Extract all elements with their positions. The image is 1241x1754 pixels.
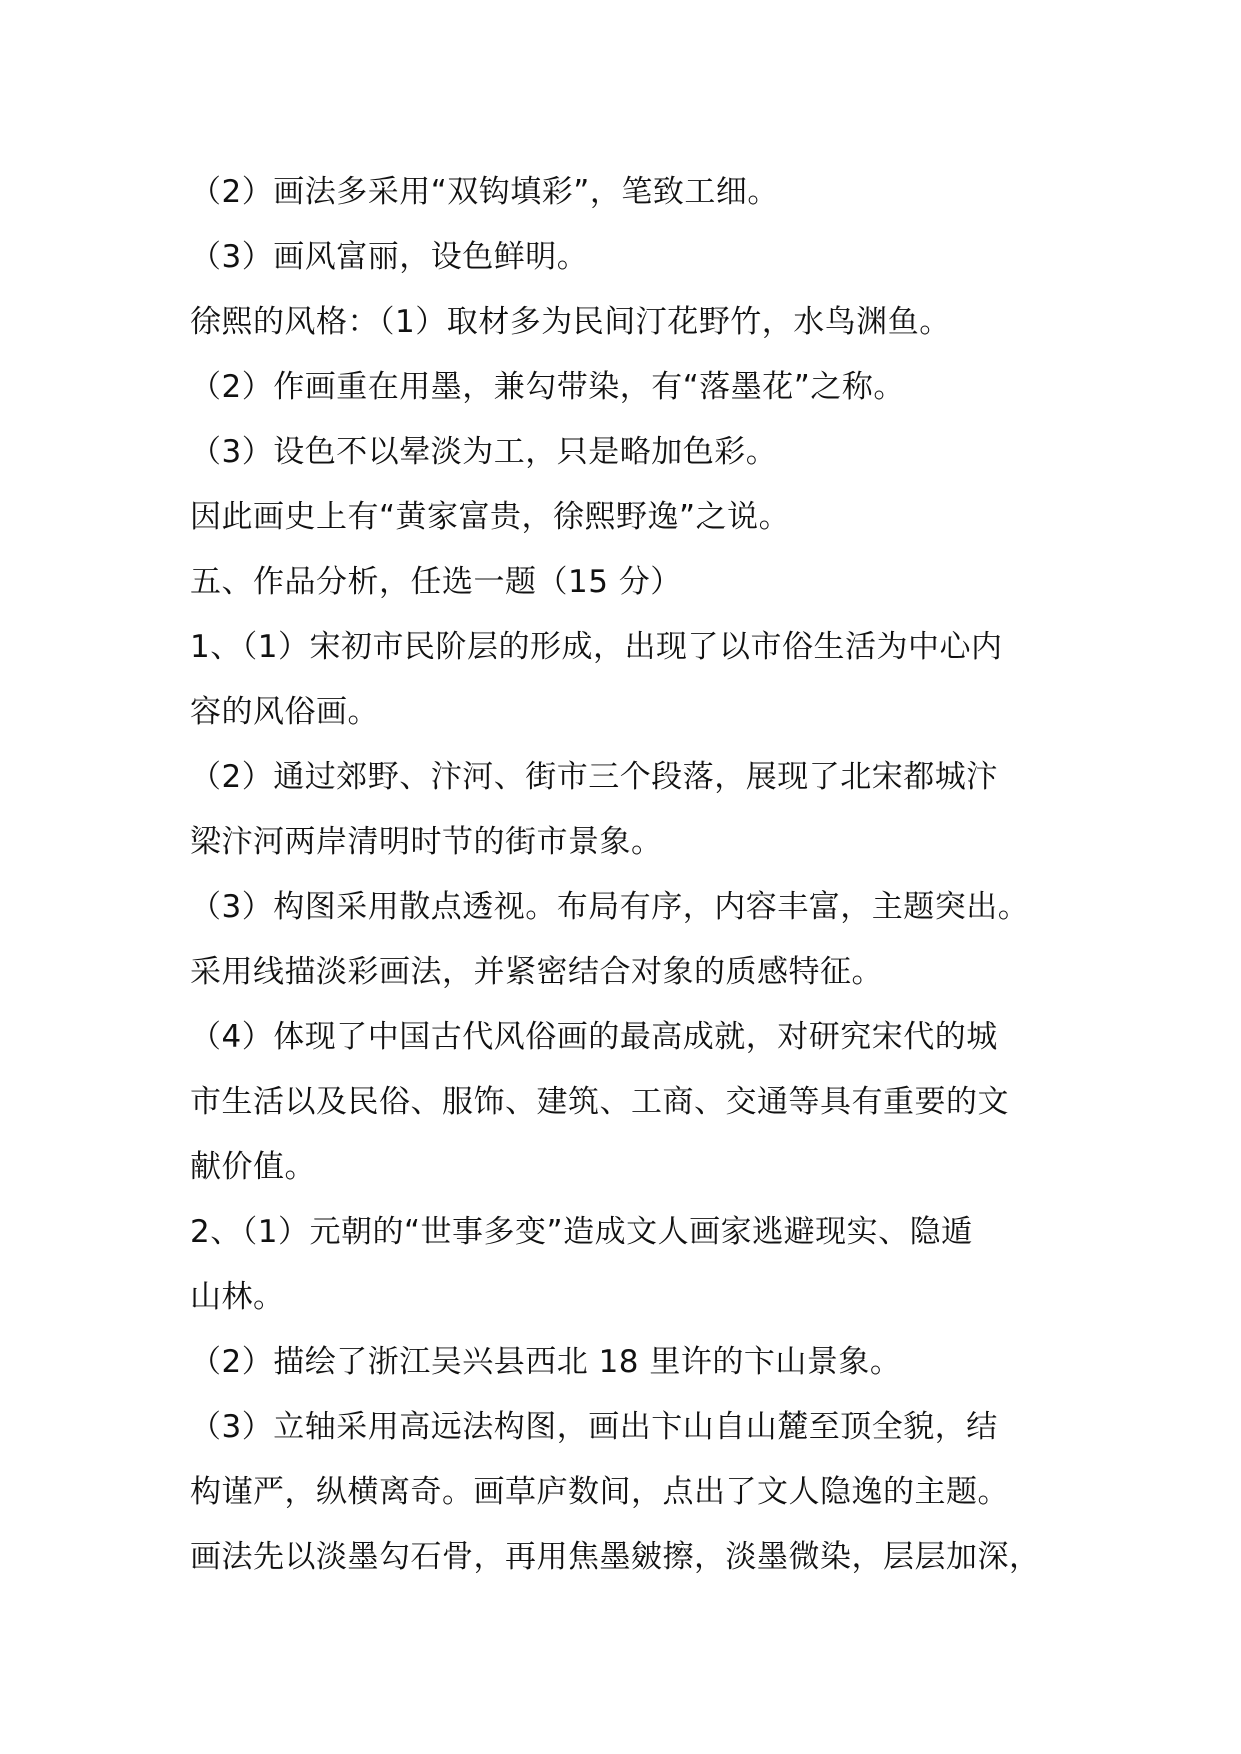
section-heading: 五、作品分析，任选一题（15 分） bbox=[190, 564, 682, 600]
text-line: （2）作画重在用墨，兼勾带染，有“落墨花”之称。 bbox=[190, 369, 905, 405]
text-line: （2）画法多采用“双钩填彩”，笔致工细。 bbox=[190, 174, 779, 210]
text-line: 山林。 bbox=[190, 1279, 285, 1315]
text-line: （3）设色不以晕淡为工，只是略加色彩。 bbox=[190, 434, 778, 470]
text-line: 因此画史上有“黄家富贵，徐熙野逸”之说。 bbox=[190, 499, 791, 535]
text-line: 构谨严，纵横离奇。画草庐数间，点出了文人隐逸的主题。 bbox=[190, 1474, 1009, 1510]
document-body bbox=[190, 160, 1070, 1590]
text-line: （3）画风富丽，设色鲜明。 bbox=[190, 239, 589, 275]
text-line: （2）通过郊野、汴河、街市三个段落，展现了北宋都城汴 bbox=[190, 759, 998, 795]
text-line: 梁汴河两岸清明时节的街市景象。 bbox=[190, 824, 663, 860]
text-line: （4）体现了中国古代风俗画的最高成就，对研究宋代的城 bbox=[190, 1019, 998, 1055]
text-line: 市生活以及民俗、服饰、建筑、工商、交通等具有重要的文 bbox=[190, 1084, 1009, 1120]
text-line: 1、（1）宋初市民阶层的形成，出现了以市俗生活为中心内 bbox=[190, 629, 1003, 665]
text-line: 徐熙的风格：（1）取材多为民间汀花野竹，水鸟渊鱼。 bbox=[190, 304, 951, 340]
text-line: 画法先以淡墨勾石骨，再用焦墨皴擦，淡墨微染，层层加深， bbox=[190, 1539, 1041, 1575]
text-line: 献价值。 bbox=[190, 1149, 316, 1185]
text-line: 采用线描淡彩画法，并紧密结合对象的质感特征。 bbox=[190, 954, 883, 990]
text-line: 容的风俗画。 bbox=[190, 694, 379, 730]
text-line: （2）描绘了浙江吴兴县西北 18 里许的卞山景象。 bbox=[190, 1344, 902, 1380]
text-line: （3）立轴采用高远法构图，画出卞山自山麓至顶全貌，结 bbox=[190, 1409, 998, 1445]
text-line: 2、（1）元朝的“世事多变”造成文人画家逃避现实、隐遁 bbox=[190, 1214, 973, 1250]
text-line: （3）构图采用散点透视。布局有序，内容丰富，主题突出。 bbox=[190, 889, 1030, 925]
